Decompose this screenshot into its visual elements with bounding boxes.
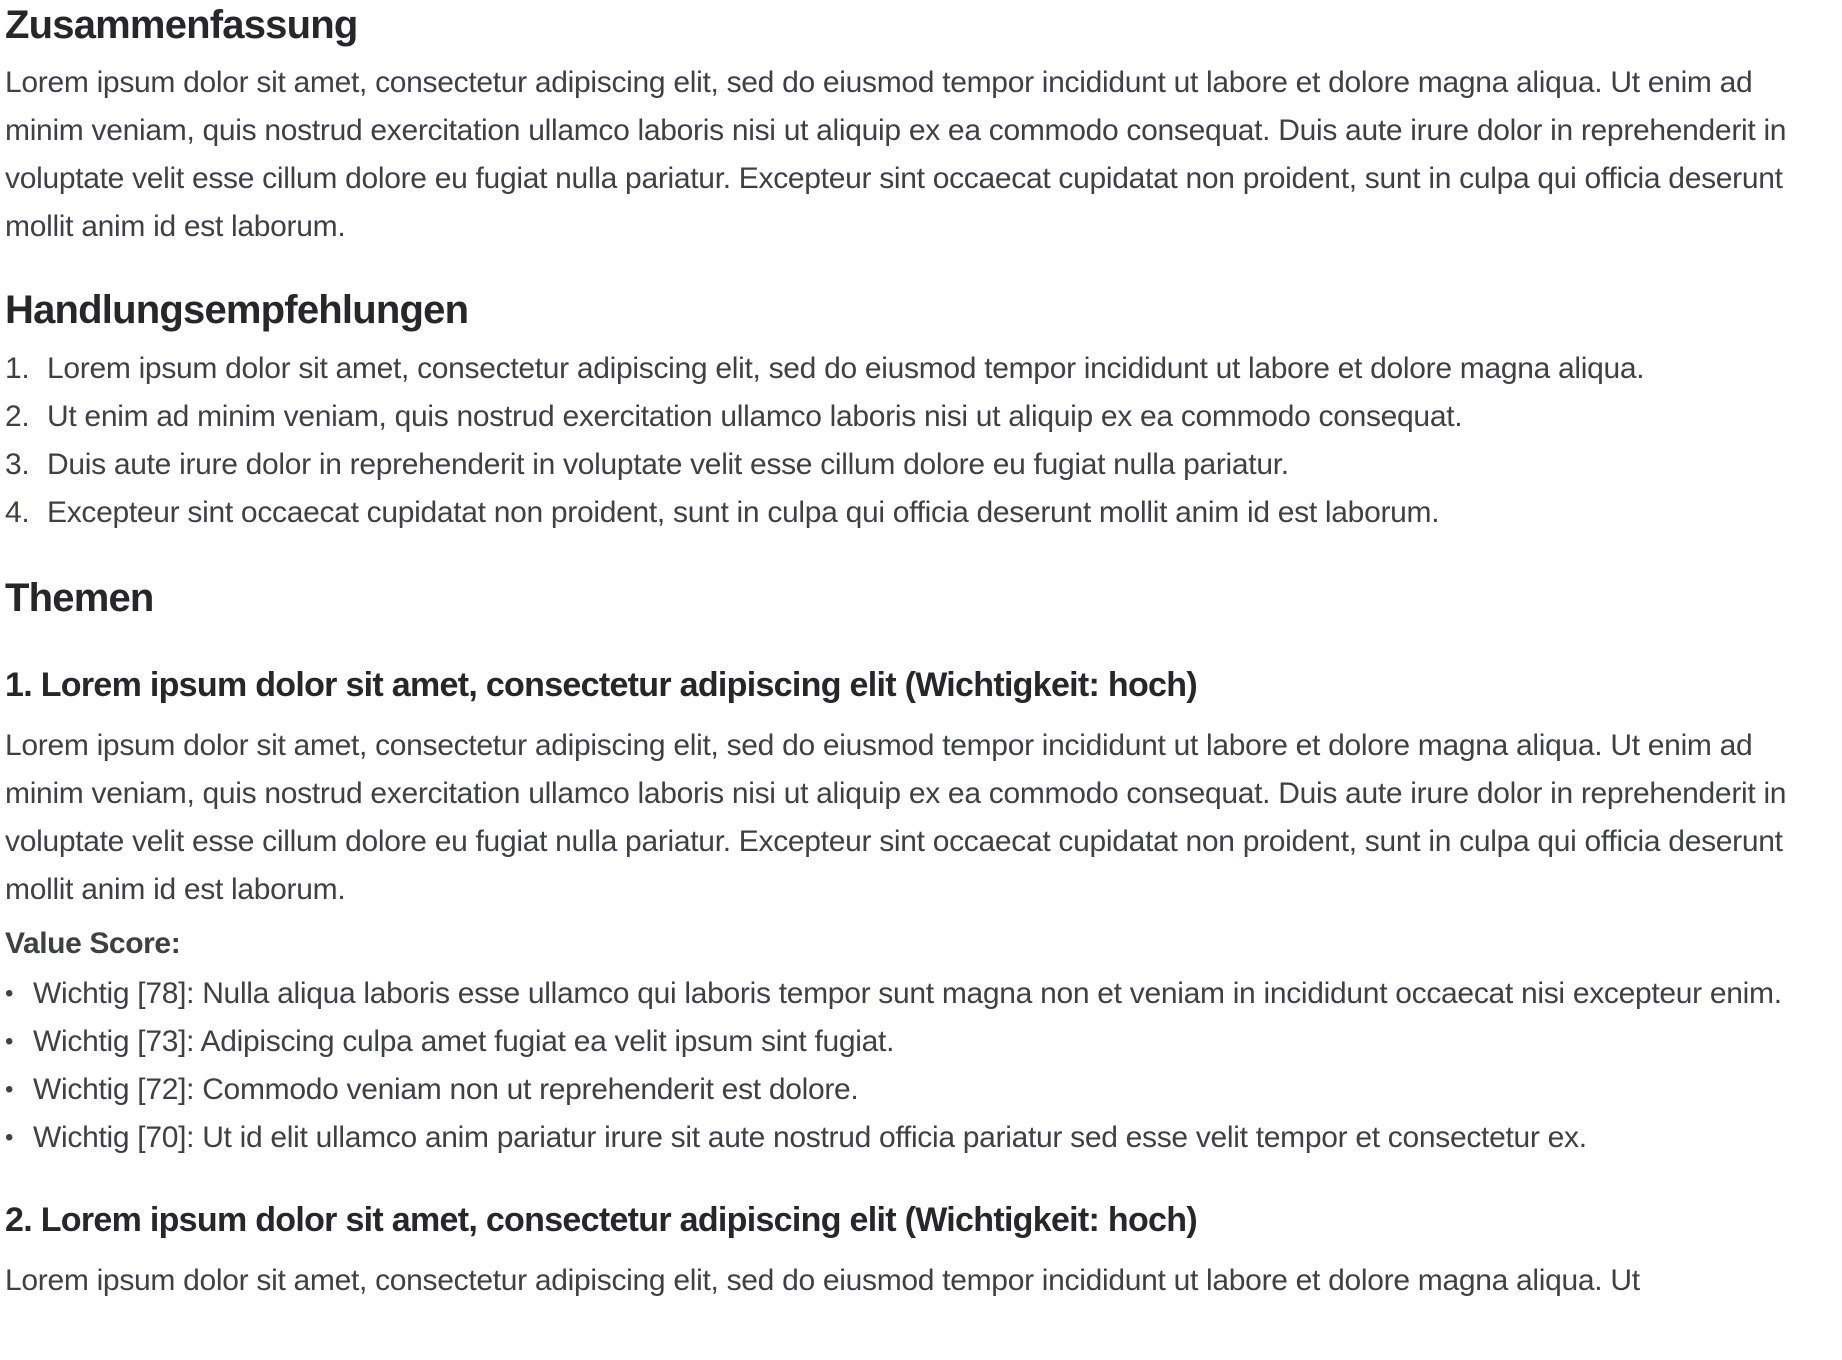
value-score-text: Wichtig [70]: Ut id elit ullamco anim pariatur irure sit aute nostrud officia pariatur sed esse velit tempor et consectetur ex. [33,1121,1587,1154]
recommendation-text: Excepteur sint occaecat cupidatat non proident, sunt in culpa qui officia deserunt mollit anim id est laborum. [47,496,1440,529]
recommendation-item [5,345,1835,393]
recommendations-heading: Handlungsempfehlungen [5,288,469,332]
bullet-icon: • [5,980,14,1007]
topic-1-title: 1. Lorem ipsum dolor sit amet, consectetur adipiscing elit (Wichtigkeit: hoch) [5,666,1197,704]
value-score-text: Wichtig [78]: Nulla aliqua laboris esse ullamco qui laboris tempor sunt magna non et veniam in incididunt occaecat nisi excepteur enim. [33,977,1782,1010]
topic-2-title: 2. Lorem ipsum dolor sit amet, consectetur adipiscing elit (Wichtigkeit: hoch) [5,1201,1197,1239]
recommendations-list [5,345,1835,537]
summary-heading: Zusammenfassung [5,3,358,47]
value-score-item [5,1066,1835,1114]
recommendation-number: 3. [5,448,30,481]
bullet-icon: • [5,1124,14,1151]
recommendation-text: Lorem ipsum dolor sit amet, consectetur adipiscing elit, sed do eiusmod tempor incididunt ut labore et dolore magna aliqua. [47,352,1645,385]
recommendation-item [5,441,1835,489]
value-score-text: Wichtig [72]: Commodo veniam non ut reprehenderit est dolore. [33,1073,859,1106]
bullet-icon: • [5,1028,14,1055]
recommendation-item [5,489,1835,537]
recommendation-text: Ut enim ad minim veniam, quis nostrud exercitation ullamco laboris nisi ut aliquip ex ea commodo consequat. [47,400,1463,433]
topic-1-text: Lorem ipsum dolor sit amet, consectetur adipiscing elit, sed do eiusmod tempor incididunt ut labore et dolore magna aliqua. Ut enim ad minim veniam, quis nostrud exercitation ullamco laboris nisi ut aliquip ex ea commodo consequat. Duis aute irure dolor in reprehenderit in voluptate velit esse cillum dolore eu fugiat nulla pariatur. Excepteur sint occaecat cupidatat non proident, sunt in culpa qui officia deserunt mollit anim id est laborum. [5,729,1787,906]
recommendation-number: 4. [5,496,30,529]
recommendation-number: 2. [5,400,30,433]
summary-text: Lorem ipsum dolor sit amet, consectetur adipiscing elit, sed do eiusmod tempor incididunt ut labore et dolore magna aliqua. Ut enim ad minim veniam, quis nostrud exercitation ullamco laboris nisi ut aliquip ex ea commodo consequat. Duis aute irure dolor in reprehenderit in voluptate velit esse cillum dolore eu fugiat nulla pariatur. Excepteur sint occaecat cupidatat non proident, sunt in culpa qui officia deserunt mollit anim id est laborum. [5,66,1787,243]
value-score-item [5,1114,1835,1162]
themes-heading: Themen [5,576,154,620]
recommendation-item [5,393,1835,441]
value-score-label: Value Score: [5,927,181,960]
recommendation-text: Duis aute irure dolor in reprehenderit in voluptate velit esse cillum dolore eu fugiat nulla pariatur. [47,448,1289,481]
topic-2-text: Lorem ipsum dolor sit amet, consectetur adipiscing elit, sed do eiusmod tempor incididunt ut labore et dolore magna aliqua. Ut [5,1264,1640,1297]
value-score-list [5,970,1835,1162]
value-score-item [5,1018,1835,1066]
bullet-icon: • [5,1076,14,1103]
value-score-item [5,970,1835,1018]
value-score-text: Wichtig [73]: Adipiscing culpa amet fugiat ea velit ipsum sint fugiat. [33,1025,895,1058]
recommendation-number: 1. [5,352,30,385]
